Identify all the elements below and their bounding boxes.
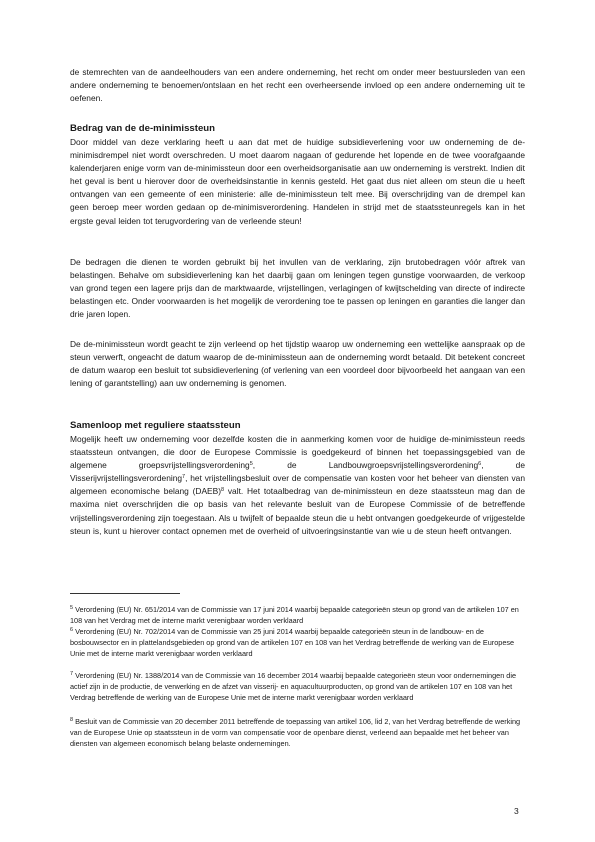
footnote-ref-5: 5	[249, 461, 253, 468]
intro-paragraph: de stemrechten van de aandeelhouders van een andere onderneming, het recht om onder meer bestuursleden van een andere onderneming te benoemen/ontslaan en het recht een overheersende invloed op een andere onderneming uit te oefenen.	[70, 67, 525, 104]
bedrag-paragraph-2: De bedragen die dienen te worden gebruikt bij het invullen van de verklaring, zijn brutobedragen vóór aftrek van belastingen. Behalve om subsidieverlening kan het daarbij gaan om leningen tegen gunstige voorwaarden, de verkoop van grond tegen een lagere prijs dan de marktwaarde, vrijstellingen, verlagingen of kwijtschelding van directe of indirecte belastingen etc. Onder voorwaarden is het mogelijk de verordening toe te passen op leningen en garanties die langer dan drie jaren lopen.	[70, 257, 525, 320]
footnote-number: 8	[70, 717, 74, 723]
heading-samenloop-staatssteun: Samenloop met reguliere staatssteun	[70, 420, 241, 431]
footnote-text: Besluit van de Commissie van 20 december 2011 betreffende de toepassing van artikel 106, lid 2, van het Verdrag betreffende de werking van de Europese Unie op staatssteun in de vorm van compensatie voor de openbare dienst, verleend aan bepaalde met het beheer van diensten van algemeen economisch belang belaste ondernemingen.	[70, 717, 521, 748]
footnote-7	[70, 671, 525, 703]
page-number: 3	[514, 806, 519, 816]
footnote-ref-6: 6	[478, 461, 482, 468]
bedrag-paragraph-3: De de-minimissteun wordt geacht te zijn verleend op het tijdstip waarop uw onderneming een wettelijke aanspraak op de steun verwerft, ongeacht de datum waarop de de-minimissteun aan de onderneming wordt betaald. Dit betekent concreet de datum waarop een besluit tot subsidieverlening (of verlening van een voordeel door bijvoorbeeld het aangaan van een lening of garantstelling) aan uw onderneming is genomen.	[70, 339, 525, 389]
footnote-8	[70, 717, 525, 749]
footnote-ref-8: 8	[221, 487, 225, 494]
footnote-text: Verordening (EU) Nr. 1388/2014 van de Commissie van 16 december 2014 waarbij bepaalde categorieën steun voor ondernemingen die actief zijn in de productie, de verwerking en de afzet van visserij- en aquacultuurproducten, op grond van de artikelen 107 en 108 van het Verdrag betreffende de werking van de Europese Unie met de interne markt verenigbaar worden verklaard	[70, 671, 517, 702]
footnote-number: 7	[70, 671, 74, 677]
samenloop-text-part: , de Visserijvrijstellingsverordening	[70, 460, 525, 484]
samenloop-paragraph	[70, 433, 525, 538]
heading-bedrag-de-minimissteun: Bedrag van de de-minimissteun	[70, 123, 216, 134]
samenloop-text-part: valt. Het totaalbedrag van de-minimissteun en deze staatssteun mag dan de maxima niet overschrijden die op basis van het relevante besluit van de Europese Commissie of de betreffende vrijstellingsverordening zijn toegestaan. Als u twijfelt of bepaalde steun die u hebt ontvangen goedgekeurde of vrijgestelde steun is, kunt u hierover contact opnemen met de overheid of uitvoeringsinstantie van wie u de steun heeft ontvangen.	[70, 486, 525, 536]
footnote-text: Verordening (EU) Nr. 702/2014 van de Commissie van 25 juni 2014 waarbij bepaalde categorieën steun in de landbouw- en de bosbouwsector en in plattelandsgebieden op grond van de artikelen 107 en 108 van het Verdrag betreffende de werking van de Europese Unie met de interne markt verenigbaar worden verklaard	[70, 627, 515, 658]
footnote-ref-7: 7	[182, 474, 186, 481]
samenloop-text-part: Mogelijk heeft uw onderneming voor dezelfde kosten die in aanmerking komen voor de huidige de-minimissteun reeds staatssteun ontvangen, die door de Europese Commissie is goedgekeurd of binnen het toepassingsgebied van de algemene groepsvrijstellingsverordening	[70, 434, 525, 471]
footnote-number: 6	[70, 627, 74, 633]
footnote-text: Verordening (EU) Nr. 651/2014 van de Commissie van 17 juni 2014 waarbij bepaalde categorieën steun op grond van de artikelen 107 en 108 van het Verdrag met de interne markt verenigbaar worden verklaard	[70, 605, 519, 625]
footnote-6	[70, 627, 525, 659]
samenloop-text-part: , het vrijstellingsbesluit over de compensatie van kosten voor het beheer van diensten van algemeen economische belang (DAEB)	[70, 473, 525, 497]
samenloop-text-part: , de Landbouwgroepsvrijstellingsverordening	[252, 460, 479, 471]
footnote-number: 5	[70, 605, 74, 611]
footnote-separator	[70, 593, 180, 594]
footnote-5	[70, 605, 525, 627]
bedrag-paragraph-1: Door middel van deze verklaring heeft u aan dat met de huidige subsidieverlening voor uw onderneming de de-minimisdrempel niet wordt overschreden. U moet daarom nagaan of gedurende het lopende en de twee voorafgaande kalenderjaren enige vorm van de-minimissteun door een overheidsorganisatie aan uw onderneming is verstrekt. Indien dit het geval is bent u hierover door de overheidsinstantie in kennis gesteld. Het gaat dus niet alleen om steun die u heeft ontvangen van een gemeente of een ministerie: alle de-minimissteun telt mee. Bij overschrijding van de drempel kan geen beroep meer worden gedaan op de-minimisverordening. Handelen in strijd met de staatssteunregels kan in het ergste geval leiden tot terugvordering van de verleende steun!	[70, 137, 525, 226]
